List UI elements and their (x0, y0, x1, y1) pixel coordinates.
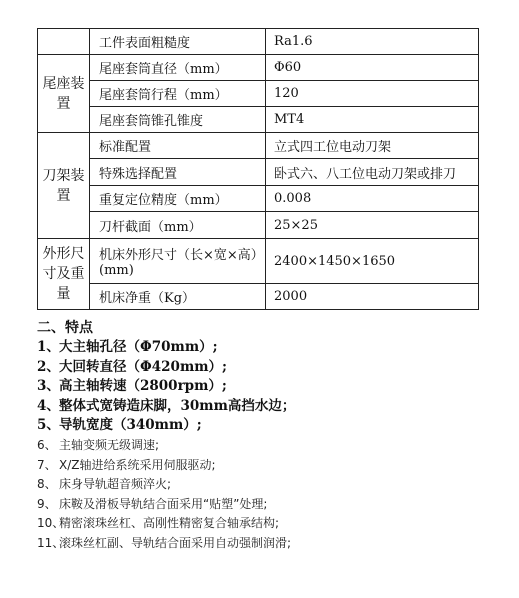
table-row (38, 159, 479, 186)
item-cell: 工件表面粗糙度 (90, 29, 266, 55)
item-cell: 刀杆截面（mm） (90, 212, 266, 239)
table-row (38, 284, 479, 310)
value-cell: Φ60 (266, 55, 479, 81)
value-cell: MT4 (266, 107, 479, 133)
value-cell: 0.008 (266, 186, 479, 212)
section-title: 二、特点 (37, 320, 93, 336)
item-cell: 尾座套筒锥孔锥度 (90, 107, 266, 133)
item-cell: 尾座套筒行程（mm） (90, 81, 266, 107)
list-item: 2、大回转直径（Φ420mm）; (37, 358, 227, 375)
list-item: 5、导轨宽度（340mm）; (37, 417, 202, 434)
value-cell: 卧式六、八工位电动刀架或排刀 (266, 159, 479, 186)
features-section (37, 318, 509, 554)
table-row (38, 212, 479, 239)
value-cell: 25×25 (266, 212, 479, 239)
value-cell: Ra1.6 (266, 29, 479, 55)
table-row (38, 133, 479, 159)
item-cell: 标准配置 (90, 133, 266, 159)
list-item: 7、 X/Z轴进给系统采用伺服驱动; (37, 457, 216, 472)
list-item: 8、 床身导轨超音频淬火; (37, 477, 172, 492)
item-cell: 重复定位精度（mm） (90, 186, 266, 212)
value-cell: 120 (266, 81, 479, 107)
item-cell: 机床外形尺寸（长×宽×高）(mm) (90, 239, 266, 284)
list-item: 10、精密滚珠丝杠、高刚性精密复合轴承结构; (37, 516, 280, 531)
list-item: 9、 床鞍及滑板导轨结合面采用“贴塑”处理; (37, 496, 268, 511)
list-item: 1、大主轴孔径（Φ70mm）; (37, 339, 218, 355)
list-item: 6、 主轴变频无级调速; (37, 437, 160, 452)
table-row (38, 29, 479, 55)
value-cell: 2000 (266, 284, 479, 310)
value-cell: 立式四工位电动刀架 (266, 133, 479, 159)
category-cell: 尾座装置 (38, 55, 90, 133)
list-item: 11、滚珠丝杠副、导轨结合面采用自动强制润滑; (37, 535, 292, 550)
list-item: 4、整体式宽铸造床脚，30mm高挡水边； (37, 397, 296, 414)
category-cell: 刀架装置 (38, 133, 90, 239)
value-cell: 2400×1450×1650 (266, 239, 479, 284)
table-row (38, 81, 479, 107)
item-cell: 尾座套筒直径（mm） (90, 55, 266, 81)
item-cell: 机床净重（Kg） (90, 284, 266, 310)
item-cell: 特殊选择配置 (90, 159, 266, 186)
table-row (38, 186, 479, 212)
table-row (38, 239, 479, 284)
category-cell (38, 29, 90, 55)
table-row (38, 107, 479, 133)
category-cell: 外形尺寸及重量 (38, 239, 90, 310)
spec-table (37, 28, 479, 310)
list-item: 3、高主轴转速（2800rpm）; (37, 378, 227, 395)
table-row (38, 55, 479, 81)
